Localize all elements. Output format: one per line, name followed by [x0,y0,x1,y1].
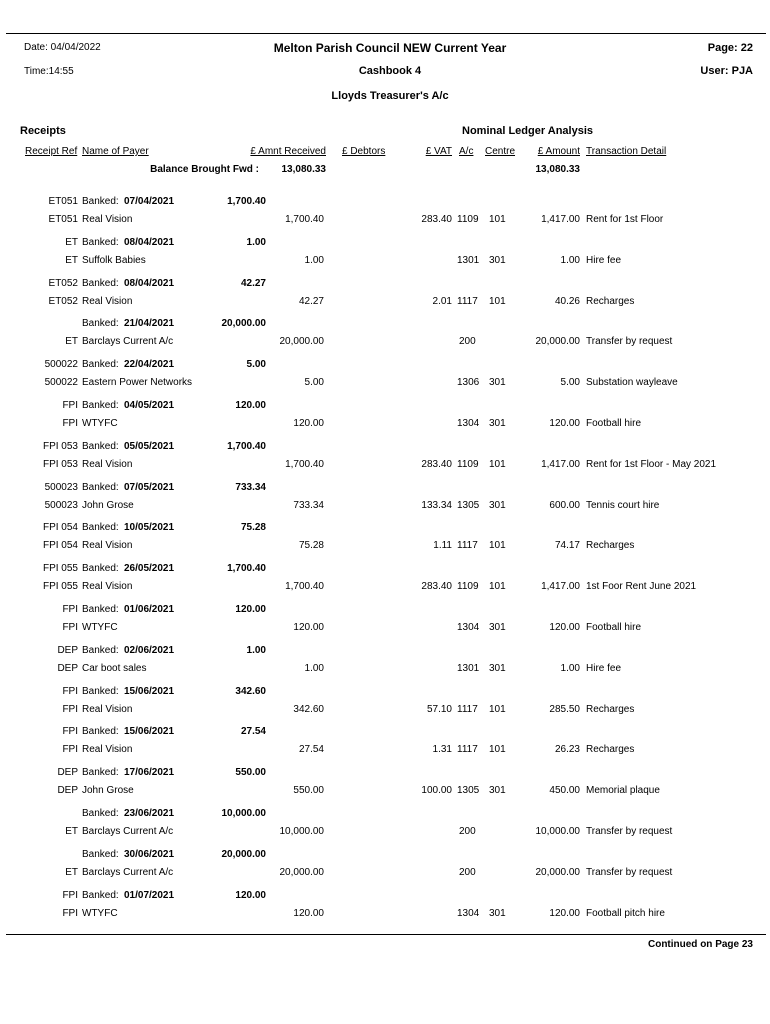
transaction-detail: Memorial plaque [586,785,660,796]
receipt-ref: FPI [62,744,78,755]
banked-row [0,196,770,210]
receipt-row [0,459,770,473]
cost-centre: 101 [489,581,506,592]
ledger-account: 1301 [457,663,480,674]
receipt-ref: FPI [62,686,78,697]
receipt-ref: FPI [62,704,78,715]
receipt-ref: FPI [62,418,78,429]
payer-name: Barclays Current A/c [82,336,174,347]
receipt-ref: FPI [62,908,78,919]
vat-amount: 1.11 [433,540,452,551]
amount-received: 120.00 [293,908,324,919]
ledger-amount: 26.23 [554,744,580,755]
banked-label: Banked: [82,604,119,615]
banked-total: 120.00 [235,890,266,901]
cost-centre: 101 [489,214,506,225]
ledger-amount: 10,000.00 [535,826,580,837]
banked-label: Banked: [82,890,119,901]
payer-name: Real Vision [82,214,133,225]
banked-row [0,359,770,373]
ledger-account: 1301 [457,255,480,266]
col-centre: Centre [485,146,516,157]
ledger-account: 200 [459,826,476,837]
ledger-account: 1117 [457,704,478,715]
banked-row [0,237,770,251]
transaction-detail: Recharges [586,296,635,307]
ledger-amount: 1.00 [560,663,580,674]
receipt-row [0,255,770,269]
transaction-detail: Football pitch hire [586,908,665,919]
transaction-detail: Recharges [586,704,635,715]
banked-date: 01/07/2021 [124,890,175,901]
ledger-amount: 74.17 [554,540,580,551]
cost-centre: 301 [489,500,506,511]
receipt-row [0,214,770,228]
receipt-row [0,296,770,310]
receipt-ref: DEP [57,767,78,778]
amount-received: 20,000.00 [279,867,324,878]
receipt-ref: FPI 055 [42,581,78,592]
cost-centre: 101 [489,744,506,755]
transaction-detail: Hire fee [586,663,622,674]
banked-label: Banked: [82,686,119,697]
balance-received: 13,080.33 [281,164,326,175]
banked-date: 04/05/2021 [124,400,175,411]
payer-name: WTYFC [82,908,118,919]
payer-name: Real Vision [82,459,133,470]
vat-amount: 283.40 [421,459,452,470]
report-time: Time:14:55 [24,66,74,77]
receipt-ref: ET052 [48,296,78,307]
ledger-amount: 1.00 [560,255,580,266]
cost-centre: 301 [489,785,506,796]
banked-total: 20,000.00 [221,318,266,329]
receipt-ref: DEP [57,663,78,674]
col-receipt-ref: Receipt Ref [25,146,78,157]
banked-label: Banked: [82,318,119,329]
ledger-account: 1305 [457,785,480,796]
receipt-row [0,826,770,840]
banked-date: 21/04/2021 [124,318,175,329]
receipt-ref: ET [65,867,78,878]
payer-name: Barclays Current A/c [82,867,174,878]
report-title: Melton Parish Council NEW Current Year [273,41,507,55]
ledger-account: 1109 [457,459,479,470]
nominal-ledger-heading: Nominal Ledger Analysis [462,125,594,137]
ledger-account: 1117 [457,540,478,551]
banked-total: 27.54 [240,726,266,737]
col-amount-received: £ Amnt Received [250,146,326,157]
receipt-ref: FPI [62,622,78,633]
receipt-row [0,500,770,514]
vat-amount: 100.00 [421,785,452,796]
banked-total: 75.28 [240,522,266,533]
cost-centre: 101 [489,540,506,551]
receipt-ref: FPI 053 [42,441,78,452]
banked-label: Banked: [82,767,119,778]
banked-label: Banked: [82,522,119,533]
banked-row [0,400,770,414]
banked-row [0,318,770,332]
transaction-detail: Transfer by request [586,336,673,347]
banked-row [0,482,770,496]
receipt-ref: FPI [62,726,78,737]
banked-row [0,278,770,292]
banked-date: 26/05/2021 [124,563,175,574]
amount-received: 42.27 [298,296,324,307]
banked-total: 1.00 [246,237,266,248]
ledger-amount: 1,417.00 [541,214,580,225]
ledger-amount: 40.26 [554,296,580,307]
ledger-account: 1306 [457,377,480,388]
banked-total: 120.00 [235,604,266,615]
receipt-ref: ET051 [48,196,78,207]
banked-label: Banked: [82,849,119,860]
banked-row [0,563,770,577]
ledger-account: 1305 [457,500,480,511]
transaction-detail: Recharges [586,744,635,755]
col-transaction-detail: Transaction Detail [586,146,667,157]
ledger-amount: 450.00 [549,785,580,796]
receipt-row [0,908,770,922]
banked-label: Banked: [82,645,119,656]
banked-row [0,890,770,904]
banked-label: Banked: [82,808,119,819]
ledger-amount: 1,417.00 [541,459,580,470]
amount-received: 120.00 [293,418,324,429]
receipt-row [0,581,770,595]
receipt-row [0,867,770,881]
transaction-detail: Transfer by request [586,826,673,837]
page-number: Page: 22 [707,42,753,54]
receipt-ref: ET [65,237,78,248]
receipt-row [0,785,770,799]
receipt-ref: ET [65,826,78,837]
vat-amount: 283.40 [421,214,452,225]
report-date: Date: 04/04/2022 [24,42,101,53]
ledger-amount: 600.00 [549,500,580,511]
amount-received: 733.34 [293,500,324,511]
cost-centre: 301 [489,663,506,674]
payer-name: Real Vision [82,744,133,755]
cost-centre: 301 [489,377,506,388]
ledger-account: 1304 [457,622,480,633]
banked-total: 5.00 [246,359,266,370]
banked-date: 17/06/2021 [124,767,175,778]
payer-name: Car boot sales [82,663,147,674]
amount-received: 550.00 [293,785,324,796]
receipt-ref: 500022 [44,377,78,388]
payer-name: WTYFC [82,418,118,429]
balance-label: Balance Brought Fwd : [150,164,259,175]
amount-received: 75.28 [298,540,324,551]
banked-label: Banked: [82,482,119,493]
vat-amount: 133.34 [421,500,452,511]
banked-date: 22/04/2021 [124,359,175,370]
receipt-row [0,336,770,350]
banked-total: 10,000.00 [221,808,266,819]
transaction-detail: Football hire [586,622,642,633]
receipt-ref: FPI [62,400,78,411]
receipts-heading: Receipts [20,125,66,137]
banked-total: 342.60 [235,686,266,697]
banked-total: 20,000.00 [221,849,266,860]
cost-centre: 101 [489,296,506,307]
payer-name: John Grose [82,500,134,511]
receipt-ref: ET [65,336,78,347]
payer-name: Real Vision [82,581,133,592]
receipt-ref: FPI [62,890,78,901]
banked-date: 15/06/2021 [124,726,175,737]
transaction-detail: Hire fee [586,255,622,266]
amount-received: 1.00 [304,663,324,674]
ledger-account: 1304 [457,908,480,919]
banked-row [0,645,770,659]
continued-note: Continued on Page 23 [647,939,753,950]
payer-name: Real Vision [82,540,133,551]
ledger-amount: 1,417.00 [541,581,580,592]
banked-total: 42.27 [240,278,266,289]
banked-date: 30/06/2021 [124,849,175,860]
receipt-row [0,663,770,677]
payer-name: Barclays Current A/c [82,826,174,837]
amount-received: 1,700.40 [285,581,324,592]
receipt-row [0,418,770,432]
receipt-row [0,704,770,718]
banked-row [0,849,770,863]
receipt-row [0,622,770,636]
banked-row [0,808,770,822]
receipt-ref: 500022 [44,359,78,370]
banked-date: 15/06/2021 [124,686,175,697]
receipt-row [0,744,770,758]
receipt-ref: FPI 054 [42,540,78,551]
banked-row [0,767,770,781]
banked-total: 1,700.40 [227,563,266,574]
vat-amount: 1.31 [432,744,452,755]
banked-total: 1,700.40 [227,196,266,207]
ledger-account: 1109 [457,581,479,592]
banked-label: Banked: [82,563,119,574]
banked-date: 23/06/2021 [124,808,175,819]
receipt-row [0,540,770,554]
banked-label: Banked: [82,726,119,737]
transaction-detail: Substation wayleave [586,377,678,388]
ledger-amount: 120.00 [549,418,580,429]
cost-centre: 101 [489,704,506,715]
banked-date: 08/04/2021 [124,278,175,289]
receipt-ref: FPI 054 [42,522,78,533]
amount-received: 1,700.40 [285,214,324,225]
receipt-ref: 500023 [44,500,78,511]
transaction-detail: Tennis court hire [586,500,660,511]
amount-received: 20,000.00 [279,336,324,347]
ledger-amount: 285.50 [549,704,580,715]
receipt-ref: DEP [57,785,78,796]
ledger-account: 200 [459,867,476,878]
col-ac: A/c [459,146,474,157]
banked-total: 120.00 [235,400,266,411]
cost-centre: 301 [489,908,506,919]
banked-date: 02/06/2021 [124,645,175,656]
ledger-account: 1109 [457,214,479,225]
vat-amount: 2.01 [432,296,452,307]
payer-name: Real Vision [82,704,133,715]
bottom-rule [6,934,766,935]
receipt-ref: FPI 053 [42,459,78,470]
amount-received: 5.00 [304,377,324,388]
vat-amount: 57.10 [426,704,452,715]
receipt-ref: 500023 [44,482,78,493]
receipt-ref: DEP [57,645,78,656]
ledger-amount: 20,000.00 [535,336,580,347]
receipt-row [0,377,770,391]
cost-centre: 101 [489,459,506,470]
ledger-amount: 20,000.00 [535,867,580,878]
receipt-ref: FPI [62,604,78,615]
banked-total: 733.34 [235,482,266,493]
receipt-ref: ET [65,255,78,266]
amount-received: 27.54 [298,744,324,755]
amount-received: 1,700.40 [285,459,324,470]
banked-label: Banked: [82,441,119,452]
transaction-detail: Transfer by request [586,867,673,878]
banked-row [0,441,770,455]
vat-amount: 283.40 [421,581,452,592]
user-id: User: PJA [700,65,753,77]
cost-centre: 301 [489,255,506,266]
banked-row [0,686,770,700]
banked-total: 550.00 [235,767,266,778]
amount-received: 342.60 [293,704,324,715]
payer-name: John Grose [82,785,134,796]
banked-row [0,604,770,618]
ledger-account: 1117 [457,744,478,755]
amount-received: 120.00 [293,622,324,633]
banked-date: 01/06/2021 [124,604,175,615]
banked-date: 10/05/2021 [124,522,175,533]
payer-name: Suffolk Babies [82,255,146,266]
payer-name: Real Vision [82,296,133,307]
banked-total: 1.00 [246,645,266,656]
ledger-amount: 120.00 [549,622,580,633]
ledger-amount: 120.00 [549,908,580,919]
ledger-amount: 5.00 [560,377,580,388]
transaction-detail: Football hire [586,418,642,429]
banked-date: 08/04/2021 [124,237,175,248]
payer-name: Eastern Power Networks [82,377,193,388]
cost-centre: 301 [489,418,506,429]
ledger-account: 200 [459,336,476,347]
transaction-detail: Recharges [586,540,635,551]
col-vat: £ VAT [425,146,452,157]
receipt-ref: ET052 [48,278,78,289]
account-name: Lloyds Treasurer's A/c [331,90,449,102]
balance-amount: 13,080.33 [535,164,580,175]
cost-centre: 301 [489,622,506,633]
receipt-ref: ET051 [48,214,78,225]
banked-date: 07/04/2021 [124,196,175,207]
banked-label: Banked: [82,237,119,248]
banked-label: Banked: [82,278,119,289]
transaction-detail: Rent for 1st Floor [586,214,664,225]
ledger-account: 1304 [457,418,480,429]
transaction-detail: 1st Foor Rent June 2021 [586,581,697,592]
amount-received: 1.00 [304,255,324,266]
banked-row [0,726,770,740]
receipt-ref: FPI 055 [42,563,78,574]
top-rule [6,33,766,34]
banked-row [0,522,770,536]
amount-received: 10,000.00 [279,826,324,837]
banked-total: 1,700.40 [227,441,266,452]
banked-date: 05/05/2021 [124,441,175,452]
banked-label: Banked: [82,400,119,411]
ledger-account: 1117 [457,296,478,307]
payer-name: WTYFC [82,622,118,633]
banked-date: 07/05/2021 [124,482,175,493]
banked-label: Banked: [82,196,119,207]
col-payer: Name of Payer [82,146,149,157]
col-amount: £ Amount [537,146,580,157]
banked-label: Banked: [82,359,119,370]
col-debtors: £ Debtors [342,146,386,157]
transaction-detail: Rent for 1st Floor - May 2021 [586,459,717,470]
cashbook-name: Cashbook 4 [358,65,422,77]
